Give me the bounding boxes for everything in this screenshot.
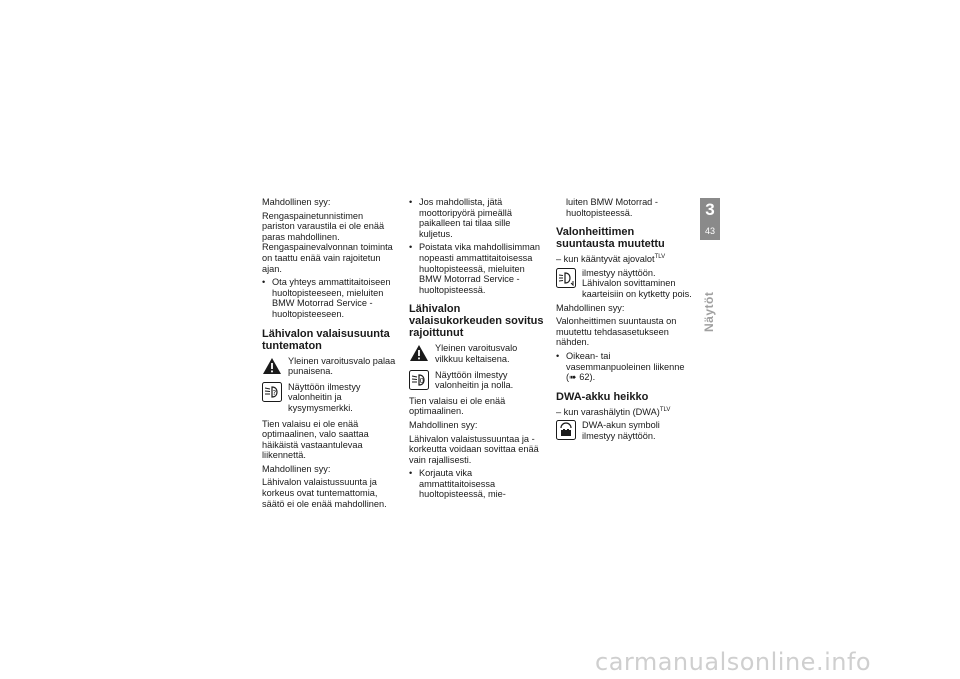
paragraph: Lähivalon valaistussuunta ja korkeus ovat tuntemattomia, säätö ei ole enää mahdollinen.	[262, 477, 387, 509]
icon-description: DWA-akun symboli ilmestyy näyttöön.	[582, 420, 660, 441]
paragraph: Tien valaisu ei ole enää optimaalinen, valo saattaa häikäistä vastaantulevaa liikennettä.	[262, 418, 369, 461]
list-item	[262, 277, 397, 319]
indent-spacer	[556, 197, 566, 218]
page-number: 43	[704, 226, 715, 236]
tlv-superscript: TLV	[654, 254, 666, 261]
tlv-superscript: TLV	[659, 406, 671, 413]
headlight-question-icon	[262, 382, 282, 402]
list-item	[409, 242, 544, 295]
paragraph: Mahdollinen syy:	[262, 197, 331, 207]
bullet-dot: •	[556, 350, 560, 361]
section-heading: Lähivalon valaisusuunta tuntematon	[262, 327, 390, 352]
list-item	[409, 468, 544, 500]
list-item-text: Poistata vika mahdollisimman nopeasti ammattitaitoisessa huoltopisteessä, mieluiten BMW Motorrad Service -huoltopisteessä.	[419, 242, 541, 295]
svg-text:0: 0	[419, 376, 424, 385]
list-item-text: Jos mahdollista, jätä moottoripyörä pimeällä paikalleen tai tilaa sille kuljetus.	[419, 197, 512, 239]
icon-description: Näyttöön ilmestyy valonheitin ja kysymysmerkki.	[288, 381, 361, 413]
condition-text: – kun kääntyvät ajovalot	[556, 254, 655, 265]
headlight-zero-icon	[409, 370, 429, 390]
icon-description: ilmestyy näyttöön. Lähivalon sovittaminen kaarteisiin on kytketty pois.	[582, 267, 692, 299]
condition-line	[556, 407, 692, 418]
column-1	[262, 197, 397, 512]
paragraph: Rengaspainetunnistimen pariston varaustila ei ole enää paras mahdollinen. Rengaspainevalvonnan toiminta on taattu enää vain rajoitetun ajan.	[262, 210, 393, 274]
bullet-dot: •	[409, 468, 413, 479]
warning-triangle-icon	[262, 356, 282, 376]
paragraph: Mahdollinen syy:	[409, 419, 478, 430]
icon-row	[409, 370, 544, 391]
bullet-dot: •	[409, 242, 413, 253]
paragraph: Mahdollinen syy:	[556, 302, 625, 313]
icon-row	[556, 420, 692, 441]
paragraph: Mahdollinen syy:	[262, 463, 331, 474]
list-item	[556, 351, 692, 383]
section-heading: Valonheittimen suuntausta muutettu	[556, 226, 665, 251]
bullet-dot: •	[262, 277, 266, 288]
condition-line	[556, 254, 692, 265]
list-item-text: Oikean- tai vasemmanpuoleinen liikenne (➠ 62).	[566, 350, 685, 383]
watermark: carmanualsonline.info	[595, 648, 872, 676]
adaptive-headlight-icon	[556, 268, 576, 288]
list-item-continued	[556, 197, 692, 218]
dwa-battery-icon	[556, 420, 576, 440]
icon-row	[409, 343, 544, 364]
section-heading: Lähivalon valaisukorkeuden sovitus rajoittunut	[409, 303, 544, 340]
paragraph: Tien valaisu ei ole enää optimaalinen.	[409, 395, 506, 417]
chapter-number: 3	[705, 200, 715, 219]
paragraph: Valonheittimen suuntausta on muutettu tehdasasetukseen nähden.	[556, 316, 677, 348]
list-item-text: Korjauta vika ammattitaitoisessa huoltopisteessä, mie-	[419, 468, 506, 500]
paragraph: Lähivalon valaistussuuntaa ja -korkeutta voidaan sovittaa enää vain rajallisesti.	[409, 433, 539, 465]
bullet-dot: •	[409, 197, 413, 207]
list-item	[409, 197, 544, 239]
icon-row	[262, 382, 397, 414]
chapter-label: Näytöt	[702, 291, 716, 332]
icon-row	[262, 356, 397, 377]
list-item-text: Ota yhteys ammattitaitoiseen huoltopisteeseen, mieluiten BMW Motorrad Service -huoltopisteeseen.	[272, 277, 391, 319]
column-2	[409, 197, 544, 503]
section-heading: DWA-akku heikko	[556, 390, 649, 403]
icon-description: Yleinen varoitusvalo palaa punaisena.	[288, 355, 396, 377]
column-3	[556, 197, 692, 447]
svg-text:?: ?	[272, 388, 277, 397]
icon-row	[556, 268, 692, 300]
condition-text: – kun varashälytin (DWA)	[556, 406, 660, 417]
icon-description: Näyttöön ilmestyy valonheitin ja nolla.	[435, 369, 514, 391]
warning-triangle-icon	[409, 343, 429, 363]
list-item-text: luiten BMW Motorrad -huoltopisteessä.	[566, 197, 658, 218]
icon-description: Yleinen varoitusvalo vilkkuu keltaisena.	[435, 343, 518, 364]
